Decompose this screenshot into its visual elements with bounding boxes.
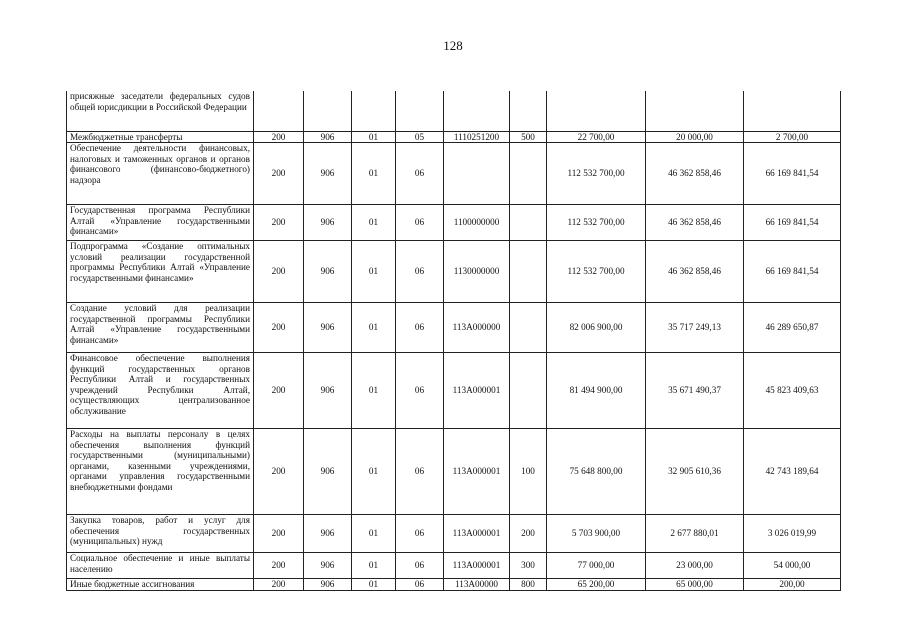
- cell-sum-1: 81 494 900,00: [547, 353, 646, 429]
- cell-sum-3: 66 169 841,54: [744, 205, 841, 241]
- table-row: [67, 205, 841, 241]
- cell-grbs: [254, 91, 304, 131]
- cell-rz: [352, 91, 396, 131]
- table-row: [67, 515, 841, 553]
- cell-rz: 01: [352, 303, 396, 353]
- cell-csr: [444, 553, 510, 579]
- cell-sum-3: 42 743 189,64: [744, 429, 841, 515]
- cell-sum-1: 75 648 800,00: [547, 429, 646, 515]
- cell-csr-text: 113А000001: [452, 466, 501, 477]
- cell-sum-3: 3 026 019,99: [744, 515, 841, 553]
- cell-csr-text: 113А000001: [452, 385, 501, 396]
- cell-ved: 906: [304, 579, 352, 591]
- cell-sum-2: 46 362 858,46: [646, 205, 744, 241]
- cell-sum-2: 65 000,00: [646, 579, 744, 591]
- cell-grbs: 200: [254, 353, 304, 429]
- cell-sum-2: 20 000,00: [646, 131, 744, 143]
- cell-csr-text: 113А000000: [452, 322, 501, 333]
- budget-table: [66, 91, 841, 591]
- cell-ved: 906: [304, 353, 352, 429]
- cell-sum-2: 46 362 858,46: [646, 143, 744, 205]
- cell-ved: 906: [304, 143, 352, 205]
- cell-vr: [510, 353, 547, 429]
- cell-sum-1: 77 000,00: [547, 553, 646, 579]
- row-name: Иные бюджетные ассигнования: [67, 579, 254, 591]
- row-name: Обеспечение деятельности финансовых, налоговых и таможенных органов и органов финансового (финансово-бюджетного) надзора: [67, 143, 254, 205]
- cell-grbs: 200: [254, 241, 304, 303]
- table-row: [67, 241, 841, 303]
- cell-vr: [510, 241, 547, 303]
- cell-pr: 06: [396, 303, 444, 353]
- table-row: [67, 553, 841, 579]
- cell-ved: 906: [304, 303, 352, 353]
- cell-sum-3: 45 823 409,63: [744, 353, 841, 429]
- cell-sum-2: 32 905 610,36: [646, 429, 744, 515]
- cell-ved: 906: [304, 429, 352, 515]
- cell-csr: [444, 91, 510, 131]
- cell-ved: 906: [304, 515, 352, 553]
- cell-csr: [444, 143, 510, 205]
- cell-sum-3: 66 169 841,54: [744, 241, 841, 303]
- cell-sum-3: [744, 91, 841, 131]
- row-name: Социальное обеспечение и иные выплаты населению: [67, 553, 254, 579]
- cell-sum-1: 5 703 900,00: [547, 515, 646, 553]
- table-row: [67, 579, 841, 591]
- cell-ved: 906: [304, 205, 352, 241]
- cell-csr: 1110251200: [444, 131, 510, 143]
- cell-sum-2: 46 362 858,46: [646, 241, 744, 303]
- cell-pr: [396, 91, 444, 131]
- cell-sum-1: 22 700,00: [547, 131, 646, 143]
- cell-sum-2: [646, 91, 744, 131]
- cell-csr: [444, 303, 510, 353]
- cell-csr: [444, 353, 510, 429]
- cell-grbs: 200: [254, 143, 304, 205]
- cell-grbs: 200: [254, 131, 304, 143]
- cell-ved: [304, 91, 352, 131]
- cell-pr: 06: [396, 205, 444, 241]
- cell-vr: 100: [510, 429, 547, 515]
- cell-vr: [510, 205, 547, 241]
- cell-vr: [510, 143, 547, 205]
- cell-sum-1: 112 532 700,00: [547, 241, 646, 303]
- cell-csr: [444, 429, 510, 515]
- cell-sum-1: 82 006 900,00: [547, 303, 646, 353]
- cell-vr: 300: [510, 553, 547, 579]
- cell-grbs: 200: [254, 579, 304, 591]
- cell-rz: 01: [352, 241, 396, 303]
- cell-pr: 06: [396, 143, 444, 205]
- table-row: [67, 131, 841, 143]
- cell-csr-text: 113А000001: [452, 560, 501, 571]
- cell-csr: 1130000000: [444, 241, 510, 303]
- cell-pr: 06: [396, 429, 444, 515]
- cell-ved: 906: [304, 131, 352, 143]
- cell-vr: [510, 91, 547, 131]
- row-name: Создание условий для реализации государственной программы Республики Алтай «Управление государственными финансами»: [67, 303, 254, 353]
- cell-rz: 01: [352, 205, 396, 241]
- row-name: Закупка товаров, работ и услуг для обеспечения государственных (муниципальных) нужд: [67, 515, 254, 553]
- cell-sum-2: 2 677 880,01: [646, 515, 744, 553]
- cell-sum-1: 112 532 700,00: [547, 143, 646, 205]
- row-name: присяжные заседатели федеральных судов общей юрисдикции в Российской Федерации: [67, 91, 254, 131]
- cell-rz: 01: [352, 143, 396, 205]
- cell-sum-3: 66 169 841,54: [744, 143, 841, 205]
- table-row: [67, 303, 841, 353]
- cell-sum-3: 46 289 650,87: [744, 303, 841, 353]
- cell-csr-text: 113А000001: [452, 528, 501, 539]
- cell-vr: 800: [510, 579, 547, 591]
- cell-rz: 01: [352, 553, 396, 579]
- cell-pr: 06: [396, 579, 444, 591]
- cell-pr: 06: [396, 515, 444, 553]
- cell-rz: 01: [352, 515, 396, 553]
- cell-grbs: 200: [254, 515, 304, 553]
- table-row: [67, 353, 841, 429]
- cell-sum-1: 112 532 700,00: [547, 205, 646, 241]
- cell-sum-2: 23 000,00: [646, 553, 744, 579]
- cell-pr: 06: [396, 553, 444, 579]
- cell-pr: 06: [396, 241, 444, 303]
- row-name: Подпрограмма «Создание оптимальных условий реализации государственной программы Республики Алтай «Управление государственными финансами»: [67, 241, 254, 303]
- cell-csr: 1100000000: [444, 205, 510, 241]
- cell-csr: [444, 515, 510, 553]
- cell-grbs: 200: [254, 303, 304, 353]
- cell-rz: 01: [352, 131, 396, 143]
- row-name: Финансовое обеспечение выполнения функций государственных органов Республики Алтай и государственных учреждений Республики Алтай, осуществляющих централизованное обслуживание: [67, 353, 254, 429]
- cell-ved: 906: [304, 553, 352, 579]
- cell-sum-1: [547, 91, 646, 131]
- cell-rz: 01: [352, 429, 396, 515]
- cell-vr: 500: [510, 131, 547, 143]
- cell-rz: 01: [352, 353, 396, 429]
- cell-grbs: 200: [254, 429, 304, 515]
- cell-ved: 906: [304, 241, 352, 303]
- table-row: [67, 91, 841, 131]
- cell-sum-1: 65 200,00: [547, 579, 646, 591]
- row-name: Расходы на выплаты персоналу в целях обеспечения выполнения функций государственными (муниципальными) органами, казенными учреждениями, органами управления государственными внебюджетными фондами: [67, 429, 254, 515]
- cell-sum-2: 35 671 490,37: [646, 353, 744, 429]
- row-name: Межбюджетные трансферты: [67, 131, 254, 143]
- cell-rz: 01: [352, 579, 396, 591]
- table-row: [67, 429, 841, 515]
- row-name: Государственная программа Республики Алтай «Управление государственными финансами»: [67, 205, 254, 241]
- cell-vr: [510, 303, 547, 353]
- cell-pr: 06: [396, 353, 444, 429]
- cell-sum-3: 200,00: [744, 579, 841, 591]
- cell-sum-2: 35 717 249,13: [646, 303, 744, 353]
- cell-sum-3: 2 700,00: [744, 131, 841, 143]
- cell-vr: 200: [510, 515, 547, 553]
- table-row: [67, 143, 841, 205]
- cell-grbs: 200: [254, 205, 304, 241]
- cell-csr: 113А00000: [444, 579, 510, 591]
- page-number: 128: [443, 38, 463, 53]
- cell-sum-3: 54 000,00: [744, 553, 841, 579]
- cell-pr: 05: [396, 131, 444, 143]
- cell-grbs: 200: [254, 553, 304, 579]
